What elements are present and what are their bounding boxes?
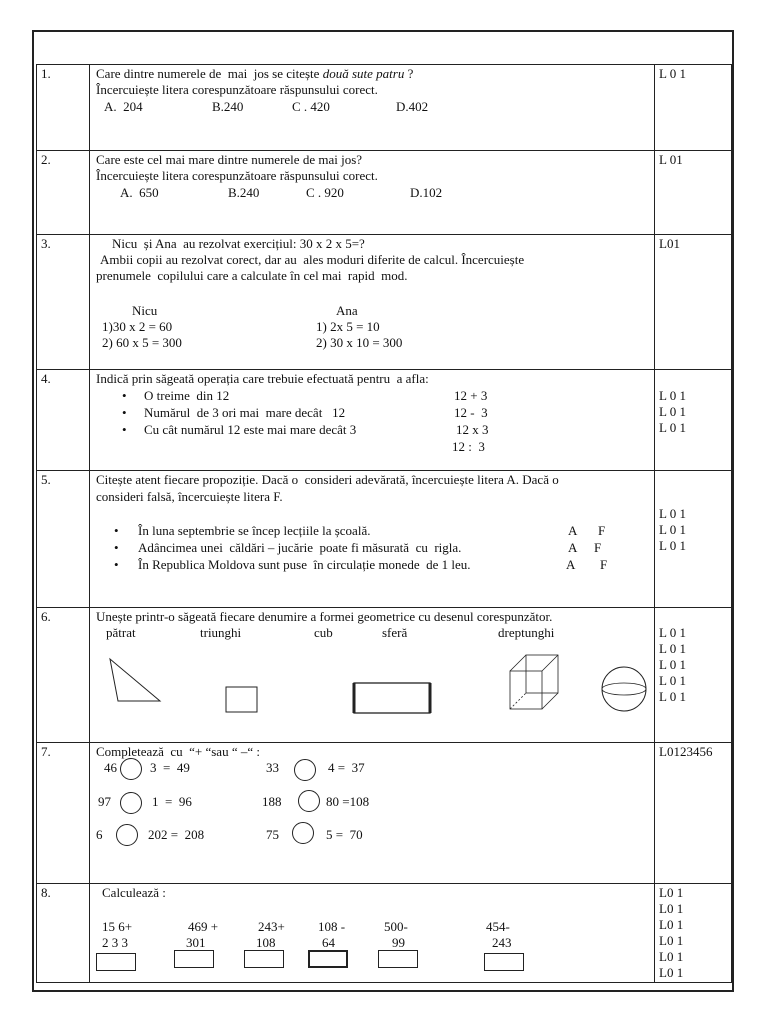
ana-step-1: 1) 2x 5 = 10 (316, 319, 380, 334)
score-line: L 0 1 (659, 641, 686, 656)
score-cell (655, 370, 732, 471)
question-text: Completează cu “+ “sau “ –“ : (96, 744, 260, 759)
instruction-text: Încercuiește litera corespunzătoare răspunsului corect. (96, 168, 378, 183)
sign-circle[interactable] (120, 792, 142, 814)
bullet-item-2: • (114, 540, 119, 555)
score-line: L 0 1 (659, 657, 686, 672)
bullet-item-3: • (122, 422, 127, 437)
ana-step-2: 2) 30 x 10 = 300 (316, 335, 403, 350)
question-row-6 (37, 608, 732, 743)
score-cell: L 01 (655, 151, 732, 235)
equation-right: 4 = 37 (328, 760, 365, 775)
answer-box[interactable] (484, 953, 524, 971)
triangle-shape[interactable] (110, 659, 160, 701)
question-emphasis: două sute patru (322, 66, 405, 81)
question-number: 2. (37, 151, 90, 235)
shape-label-triangle[interactable]: triunghi (200, 625, 242, 640)
operand-bottom: 301 (186, 935, 206, 950)
equation-right: 3 = 49 (150, 760, 190, 775)
score-line: L0 1 (659, 901, 684, 916)
score-cell: L0123456 (655, 743, 732, 884)
question-number: 4. (37, 370, 90, 471)
equation-right: 1 = 96 (152, 794, 192, 809)
equation-right: 202 = 208 (148, 827, 205, 842)
name-ana[interactable]: Ana (336, 303, 358, 318)
question-text-2: consideri falsă, încercuiește litera F. (96, 489, 283, 504)
answer-box[interactable] (174, 950, 214, 968)
option-b[interactable]: B.240 (228, 185, 260, 200)
instruction-text: Încercuiește litera corespunzătoare răspunsului corect. (96, 82, 378, 97)
equation-left: 188 (262, 794, 282, 809)
option-a[interactable]: A. 650 (120, 185, 159, 200)
sign-circle[interactable] (120, 758, 142, 780)
score-line: L 0 1 (659, 522, 686, 537)
question-text-2: Ambii copii au rezolvat corect, dar au ales moduri diferite de calcul. Încercuiește (100, 252, 525, 267)
statement: În luna septembrie se încep lecțiile la școală. (138, 523, 371, 538)
shape-label-cube[interactable]: cub (314, 625, 333, 640)
sphere-shape[interactable] (602, 667, 646, 711)
score-cell (655, 471, 732, 608)
list-item[interactable]: O treime din 12 (144, 388, 230, 403)
question-body (90, 65, 655, 151)
question-text: Unește printr-o săgeată fiecare denumire a formei geometrice cu desenul corespunzător. (96, 609, 553, 624)
question-body (90, 471, 655, 608)
option-c[interactable]: C . 920 (306, 185, 344, 200)
answer-box[interactable] (378, 950, 418, 968)
answer-a[interactable]: A (568, 523, 578, 538)
score-line: L0 1 (659, 885, 684, 900)
score-line: L0 1 (659, 949, 684, 964)
question-number: 3. (37, 235, 90, 370)
operand-top: 500- (384, 919, 408, 934)
option-a[interactable]: A. 204 (104, 99, 143, 114)
operand-top: 108 - (318, 919, 346, 934)
statement: Adâncimea unei căldări – jucărie poate fi măsurată cu rigla. (138, 540, 462, 555)
name-nicu[interactable]: Nicu (132, 303, 158, 318)
question-number: 8. (37, 884, 90, 983)
equation-left: 97 (98, 794, 111, 809)
operand-bottom: 243 (492, 935, 512, 950)
question-body (90, 743, 655, 884)
nicu-step-1: 1)30 x 2 = 60 (102, 319, 173, 334)
score-line: L0 1 (659, 965, 684, 980)
score-line: L 0 1 (659, 689, 686, 704)
score-cell (655, 884, 732, 983)
question-text: Care dintre numerele de mai jos se citește (96, 66, 323, 81)
question-body (90, 608, 655, 743)
question-text: Nicu și Ana au rezolvat exercițiul: 30 x 2 x 5=? (112, 236, 365, 251)
question-row-8 (37, 884, 732, 983)
score-line: L 0 1 (659, 388, 686, 403)
operand-bottom: 2 3 3 (102, 935, 128, 950)
operand-top: 454- (486, 919, 510, 934)
shape-label-square[interactable]: pătrat (106, 625, 136, 640)
statement: În Republica Moldova sunt puse în circulație monede de 1 leu. (138, 557, 471, 572)
option-b[interactable]: B.240 (212, 99, 244, 114)
operand-bottom: 108 (256, 935, 276, 950)
score-cell: L 0 1 (655, 65, 732, 151)
answer-box[interactable] (96, 953, 136, 971)
operation[interactable]: 12 x 3 (456, 422, 489, 437)
question-text-3: prenumele copilului care a calculate în cel mai rapid mod. (96, 268, 408, 283)
sign-circle[interactable] (116, 824, 138, 846)
option-c[interactable]: C . 420 (292, 99, 330, 114)
equation-left: 33 (266, 760, 279, 775)
bullet-item-3: • (114, 557, 119, 572)
operation[interactable]: 12 - 3 (454, 405, 488, 420)
equation-left: 46 (104, 760, 117, 775)
question-body (90, 884, 655, 983)
operand-top: 15 6+ (102, 919, 133, 934)
question-number: 6. (37, 608, 90, 743)
list-item[interactable]: Numărul de 3 ori mai mare decât 12 (144, 405, 346, 420)
list-item[interactable]: Cu cât numărul 12 este mai mare decât 3 (144, 422, 357, 437)
score-line: L 0 1 (659, 420, 686, 435)
equation-left: 75 (266, 827, 279, 842)
question-text: Calculează : (102, 885, 166, 900)
answer-box[interactable] (308, 950, 348, 968)
score-line: L0 1 (659, 917, 684, 932)
equation-left: 6 (96, 827, 103, 842)
question-row-3 (37, 235, 732, 370)
operand-bottom: 99 (392, 935, 405, 950)
score-cell (655, 608, 732, 743)
operand-bottom: 64 (322, 935, 335, 950)
question-number: 5. (37, 471, 90, 608)
question-body (90, 151, 655, 235)
score-cell: L01 (655, 235, 732, 370)
cube-shape[interactable] (510, 655, 558, 709)
equation-right: 5 = 70 (326, 827, 363, 842)
question-row-4 (37, 370, 732, 471)
operation[interactable]: 12 : 3 (452, 439, 485, 454)
question-row-1 (37, 65, 732, 151)
question-body (90, 370, 655, 471)
question-text: Care este cel mai mare dintre numerele de mai jos? (96, 152, 363, 167)
square-shape[interactable] (226, 687, 257, 712)
score-line: L 0 1 (659, 538, 686, 553)
question-row-2 (37, 151, 732, 235)
question-text: Indică prin săgeată operația care trebuie efectuată pentru a afla: (96, 371, 429, 386)
equation-right: 80 =108 (326, 794, 370, 809)
sign-circle[interactable] (294, 759, 316, 781)
nicu-step-2: 2) 60 x 5 = 300 (102, 335, 182, 350)
shapes-drawing (94, 647, 654, 737)
question-row-5 (37, 471, 732, 608)
answer-f[interactable]: F (598, 523, 606, 538)
operation[interactable]: 12 + 3 (454, 388, 488, 403)
worksheet-table (36, 64, 732, 983)
operand-top: 243+ (258, 919, 285, 934)
rectangle-shape[interactable] (354, 683, 430, 713)
answer-a[interactable]: A (568, 540, 578, 555)
option-d[interactable]: D.102 (410, 185, 443, 200)
question-text-end: ? (404, 66, 414, 81)
shape-label-sphere[interactable]: sferă (382, 625, 408, 640)
answer-f[interactable]: F (600, 557, 608, 572)
bullet-item-2: • (122, 405, 127, 420)
answer-f[interactable]: F (594, 540, 602, 555)
operand-top: 469 + (188, 919, 219, 934)
score-line: L 0 1 (659, 625, 686, 640)
score-line: L 0 1 (659, 506, 686, 521)
question-row-7 (37, 743, 732, 884)
score-line: L0 1 (659, 933, 684, 948)
score-line: L 0 1 (659, 404, 686, 419)
sign-circle[interactable] (292, 822, 314, 844)
answer-a[interactable]: A (566, 557, 576, 572)
shape-label-rectangle[interactable]: dreptunghi (498, 625, 555, 640)
bullet-item-1: • (114, 523, 119, 538)
question-number: 1. (37, 65, 90, 151)
sign-circle[interactable] (298, 790, 320, 812)
question-text: Citește atent fiecare propoziție. Dacă o consideri adevărată, încercuiește litera A. Dacă o (96, 472, 559, 487)
answer-box[interactable] (244, 950, 284, 968)
question-body (90, 235, 655, 370)
question-number: 7. (37, 743, 90, 884)
option-d[interactable]: D.402 (396, 99, 429, 114)
bullet-item-1: • (122, 388, 127, 403)
score-line: L 0 1 (659, 673, 686, 688)
